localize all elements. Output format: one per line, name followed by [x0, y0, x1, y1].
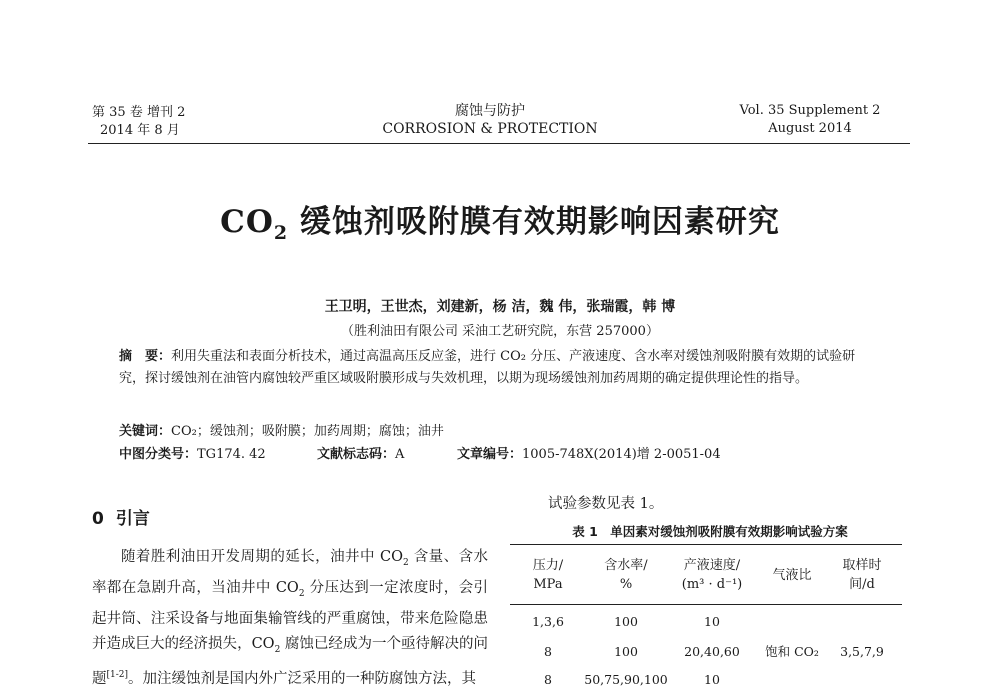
- table-cell: 20,40,60: [684, 644, 740, 659]
- table-header-text: 取样时: [842, 558, 882, 573]
- subscript: 2: [402, 557, 409, 568]
- volume-issue-en: Vol. 35 Supplement 2: [739, 103, 881, 118]
- paper-title: [60, 196, 940, 244]
- table-header-text: 含水率/: [604, 558, 648, 573]
- abstract-label: 摘 要：: [119, 349, 172, 364]
- article-label: 文章编号：: [457, 447, 523, 462]
- table-header-rule: [510, 604, 902, 605]
- table-cell: 10: [704, 672, 720, 687]
- table-header-text: %: [619, 577, 633, 592]
- table-header-text: MPa: [533, 577, 563, 592]
- clc-code: [119, 443, 266, 462]
- text-run: 腐蚀已经成为一个亟待解决的问题: [92, 635, 489, 687]
- table-top-rule: [510, 544, 902, 545]
- date-cn: 2014 年 8 月: [100, 123, 180, 138]
- title-rest: 缓蚀剂吸附膜有效期影响因素研究: [288, 204, 780, 240]
- journal-name: [360, 102, 620, 138]
- abstract: [119, 346, 881, 390]
- table-cell: 3,5,7,9: [840, 644, 884, 659]
- authors: 王卫明，王世杰，刘建新，杨 洁，魏 伟，张瑞霞，韩 博: [324, 299, 676, 315]
- article-number: [457, 443, 721, 462]
- abstract-text: 利用失重法和表面分析技术，通过高温高压反应釜，进行 CO₂ 分压、产液速度、含水率对缓蚀剂吸附膜有效期的试验研究，探讨缓蚀剂在油管内腐蚀较严重区域吸附膜形成与失效机理，以期为现场缓蚀剂加药周期的确定提供理论性的指导。: [119, 349, 856, 386]
- keywords: [119, 420, 444, 439]
- article-value: 1005-748X(2014)增 2-0051-04: [522, 447, 721, 462]
- clc-value: TG174. 42: [197, 447, 266, 462]
- table-reference-text: 试验参数见表 1。: [548, 496, 664, 512]
- text-run: 随着胜利油田开发周期的延长，油井中 CO: [121, 549, 403, 565]
- title-prefix: CO: [220, 204, 274, 240]
- doc-value: A: [395, 447, 405, 462]
- doc-label: 文献标志码：: [317, 447, 396, 462]
- text-run: 。加注缓蚀剂是国内外广泛采用的一种防腐蚀方法，其: [128, 670, 477, 687]
- clc-label: 中图分类号：: [119, 447, 198, 462]
- table-header-cell: [657, 556, 767, 594]
- table-header-text: 气液比: [772, 568, 812, 583]
- table-cell: 8: [544, 644, 552, 659]
- section-title: 引言: [115, 509, 150, 529]
- header-rule: [88, 143, 910, 144]
- table-header-cell: [822, 556, 902, 594]
- date-en: August 2014: [768, 121, 852, 136]
- table-cell: 50,75,90,100: [584, 672, 668, 687]
- table-cell: 8: [544, 672, 552, 687]
- section-heading: [92, 504, 150, 529]
- affiliation: （胜利油田有限公司 采油工艺研究院，东营 257000）: [341, 324, 659, 339]
- table-header-cell: [757, 566, 827, 585]
- doc-code: [317, 443, 404, 462]
- table-header-text: 压力/: [532, 558, 564, 573]
- citation: [1-2]: [106, 669, 129, 680]
- table-caption: 表 1 单因素对缓蚀剂吸附膜有效期影响试验方案: [572, 524, 848, 539]
- table-cell: 饱和 CO₂: [765, 644, 819, 659]
- table-cell: 10: [704, 614, 720, 629]
- table-cell: 100: [614, 644, 638, 659]
- table-header-text: 产液速度/: [683, 558, 741, 573]
- keywords-label: 关键词：: [119, 424, 172, 439]
- journal-issue-info: [92, 104, 185, 140]
- intro-paragraph: [92, 545, 488, 692]
- table-header-text: (m³ · d⁻¹): [681, 577, 743, 592]
- title-subscript: 2: [273, 222, 289, 245]
- subscript: 2: [274, 644, 281, 655]
- text-run: 含量、含水率都在急剧升高，当油井中 CO: [92, 549, 488, 596]
- text-run: 分压达到一定浓度时，会引起井筒、注采设备与地面集输管线的严重腐蚀，带来危险隐患并造成巨大的经济损失，CO: [92, 579, 489, 652]
- journal-issue-info-en: [720, 102, 900, 138]
- journal-name-cn: 腐蚀与防护: [455, 103, 525, 119]
- table-header-text: 间/d: [849, 577, 875, 592]
- section-number: 0: [92, 509, 104, 529]
- journal-name-en: CORROSION & PROTECTION: [382, 121, 598, 137]
- table-cell: 1,3,6: [532, 614, 564, 629]
- subscript: 2: [298, 588, 305, 599]
- volume-issue-cn: 第 35 卷 增刊 2: [92, 105, 186, 120]
- keywords-text: CO₂；缓蚀剂；吸附膜；加药周期；腐蚀；油井: [171, 424, 444, 439]
- table-cell: 100: [614, 614, 638, 629]
